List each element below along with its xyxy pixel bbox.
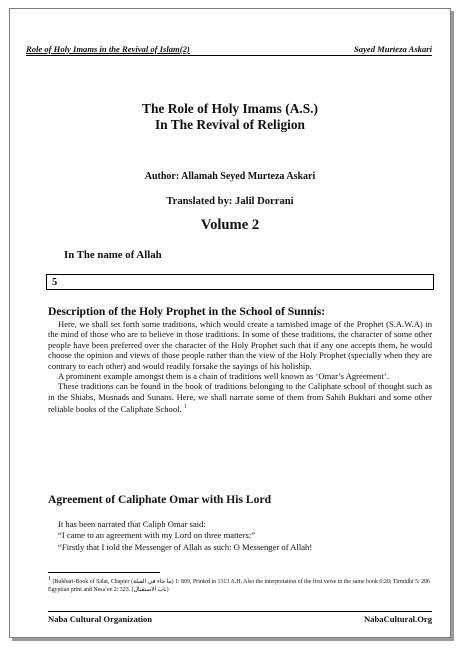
footnote-separator [48,572,160,573]
footnote-arabic-2: باب الاستقبال [133,586,167,593]
section-body-agreement [48,519,432,553]
footnote-arabic-1: ما جاء في القبلة [132,578,172,585]
volume-label: Volume 2 [200,217,260,233]
footnote-reference[interactable]: 1 [183,404,187,411]
header-book-title: Role of Holy Imams in the Revival of Islam(2) [26,44,190,54]
paragraph: A prominent example amongst them is a chain of traditions well known as ‘Omar’s Agreement’. [58,371,389,382]
title-line-2: In The Revival of Religion [154,117,306,132]
footnote-text-1: (Bukhari-Book of Salat, Chapter ( [52,578,133,585]
author-line: Author: Allamah Seyed Murteza Askari [144,171,316,182]
footnote-text-3: ) [166,586,169,593]
bismillah-heading: In The name of Allah [64,249,162,261]
translator-line: Translated by: Jalil Dorrani [166,196,294,207]
quote-line: It has been narrated that Caliph Omar said: [58,519,206,529]
page-number: 5 [52,277,58,288]
header-author: Sayed Murteza Askari [354,44,432,54]
footer-website[interactable]: NabaCultural.Org [363,614,432,624]
paragraph [48,381,432,414]
document-page [9,8,451,638]
title-line-1: The Role of Holy Imams (A.S.) [142,101,318,116]
paragraph: Here, we shall set forth some traditions, which would create a tarnished image of the Prophet (S.A.W.A) in the mind of those who are to believe in those traditions. In some of these traditions, the character of some other people have been preferred over the character of the Holy Prophet such that if any one accepts them, he would choose the opinion and views of those people rather than the view of the Holy Prophet (specially when they are contrary to each other) and would readily forsake the sayings of his holiship. [48,319,432,371]
running-footer [48,611,432,624]
document-title [10,101,450,133]
running-header [26,44,432,56]
page-number-box [46,274,434,290]
quote-line: “I came to an agreement with my Lord on three matters:” [58,530,256,541]
section-heading-description: Description of the Holy Prophet in the School of Sunnis: [48,305,326,318]
footer-organization: Naba Cultural Organization [48,614,153,624]
section-heading-agreement: Agreement of Caliphate Omar with His Lord [48,493,272,506]
footnote-text-2: ) 1: 809, Printed in 1313 A.H. Also the interpretation of the first verse in the same book 6:20; Tirmidhi 5: 206 Egyptian print and Nesa’ee 2: 323. ( [48,578,430,593]
paragraph-text: These traditions can be found in the book of traditions belonging to the Caliphate school of thought such as in the Shiabs, Musnads and Sunans. Here, we shall narrate some of them from Sahih Bukhari and some other reliable books of the Caliphate School. [48,381,432,415]
quote-line: “Firstly that I told the Messenger of Allah as such: O Messenger of Allah! [58,541,313,552]
section-body-description [48,319,432,415]
footnote [48,575,430,594]
footnote-marker: 1 [48,576,51,582]
